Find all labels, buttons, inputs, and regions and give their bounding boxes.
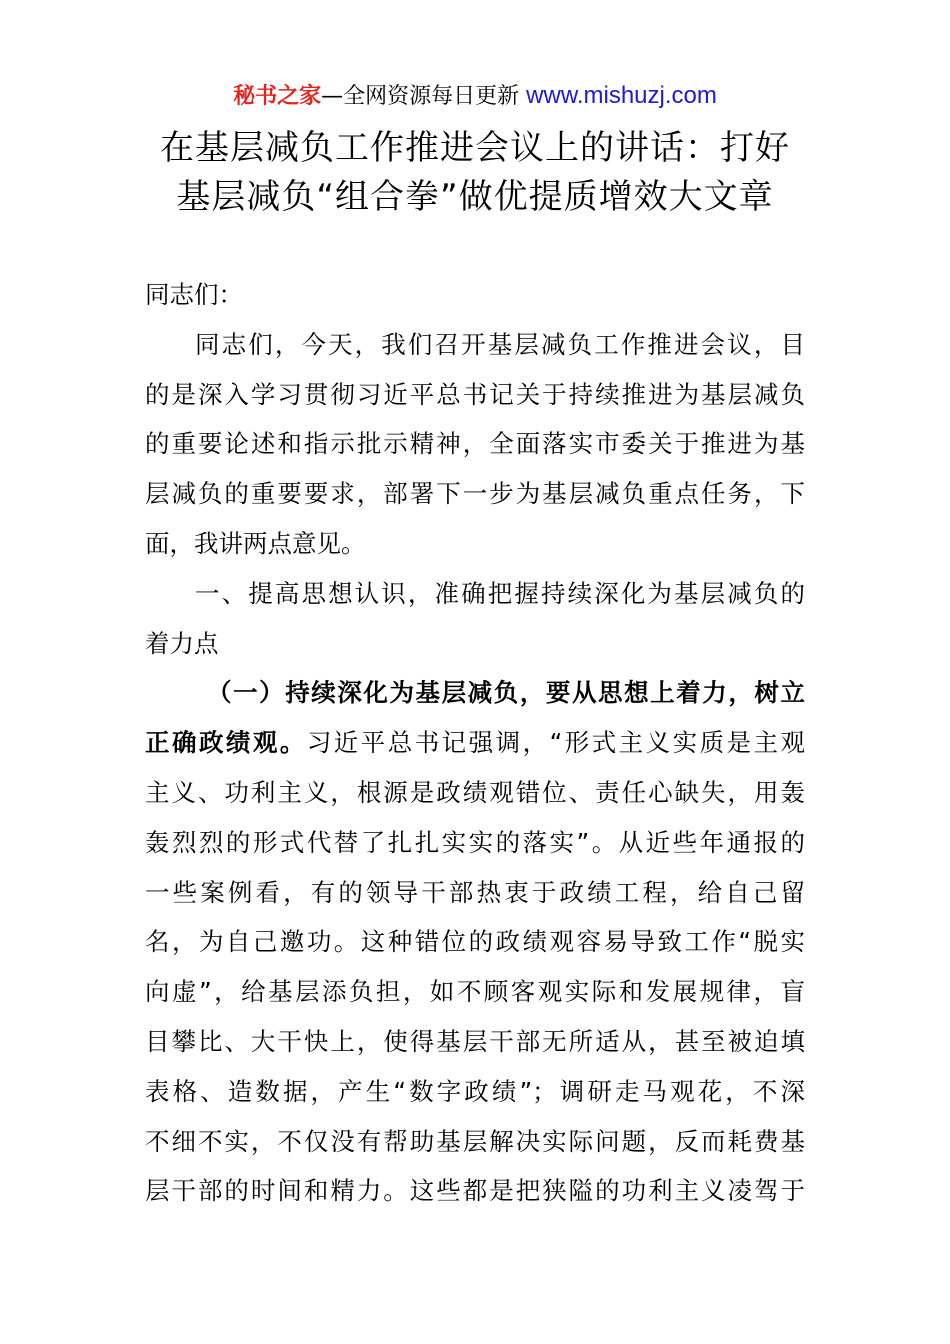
body-text: 同志们，今天，我们召开基层减负工作推进会议，目: [195, 329, 805, 359]
body-text: 一、提高思想认识，准确把握持续深化为基层减负的: [195, 578, 805, 608]
text-line: [145, 624, 805, 674]
body-text: 习近平总书记强调，“形式主义实质是主观: [306, 728, 805, 758]
body-text: 表格、造数据，产生“数字政绩”；调研走马观花，不深: [145, 1076, 805, 1106]
body-text: 层干部的时间和精力。这些都是把狭隘的功利主义凌驾于: [145, 1176, 805, 1206]
title-line: 基层减负“组合拳”做优提质增效大文章: [176, 177, 774, 217]
body-text: 同志们：: [145, 280, 243, 309]
text-line: [145, 873, 805, 923]
body-text: 一些案例看，有的领导干部热衷于政绩工程，给自己留: [145, 877, 805, 907]
body-text: 目攀比、大干快上，使得基层干部无所适从，甚至被迫填: [145, 1026, 805, 1056]
text-line: [145, 375, 805, 425]
text-line: [145, 673, 805, 723]
text-line: [145, 922, 805, 972]
text-line: [145, 1022, 805, 1072]
text-line: [145, 972, 805, 1022]
text-line: [145, 1122, 805, 1172]
document-title: [0, 124, 950, 222]
text-line: [145, 524, 805, 574]
text-line: [145, 773, 805, 823]
site-url[interactable]: www.mishuzj.com: [526, 82, 717, 109]
bold-heading-text: （一）持续深化为基层减负，要从思想上着力，树立: [207, 678, 805, 708]
body-text: 层减负的重要要求，部署下一步为基层减负重点任务，下: [145, 479, 805, 509]
body-text: 主义、功利主义，根源是政绩观错位、责任心缺失，用轰: [145, 777, 805, 807]
body-text: 向虚”，给基层添负担，如不顾客观实际和发展规律，盲: [145, 977, 805, 1007]
text-line: [145, 823, 805, 873]
site-header: [0, 80, 950, 113]
text-line: [145, 275, 805, 325]
bold-heading-text: 正确政绩观。: [145, 728, 307, 758]
text-line: [145, 1072, 805, 1122]
text-line: [145, 723, 805, 773]
body-text: 着力点: [145, 628, 219, 658]
text-line: [145, 574, 805, 624]
body-text: 的是深入学习贯彻习近平总书记关于持续推进为基层减负: [145, 379, 805, 409]
body-text: 的重要论述和指示批示精神，全面落实市委关于推进为基: [145, 429, 805, 459]
text-line: [145, 474, 805, 524]
text-line: [145, 1171, 805, 1221]
text-line: [145, 424, 805, 474]
site-brand: 秘书之家: [233, 84, 322, 109]
site-tagline: —全网资源每日更新: [321, 84, 527, 109]
text-line: [145, 325, 805, 375]
body-text: 名，为自己邀功。这种错位的政绩观容易导致工作“脱实: [145, 927, 805, 957]
title-line: 在基层减负工作推进会议上的讲话：打好: [160, 128, 790, 168]
body-text: 轰烈烈的形式代替了扎扎实实的落实”。从近些年通报的: [145, 827, 805, 857]
document-body: [145, 275, 805, 1221]
body-text: 面，我讲两点意见。: [145, 528, 366, 558]
body-text: 不细不实，不仅没有帮助基层解决实际问题，反而耗费基: [145, 1126, 805, 1156]
